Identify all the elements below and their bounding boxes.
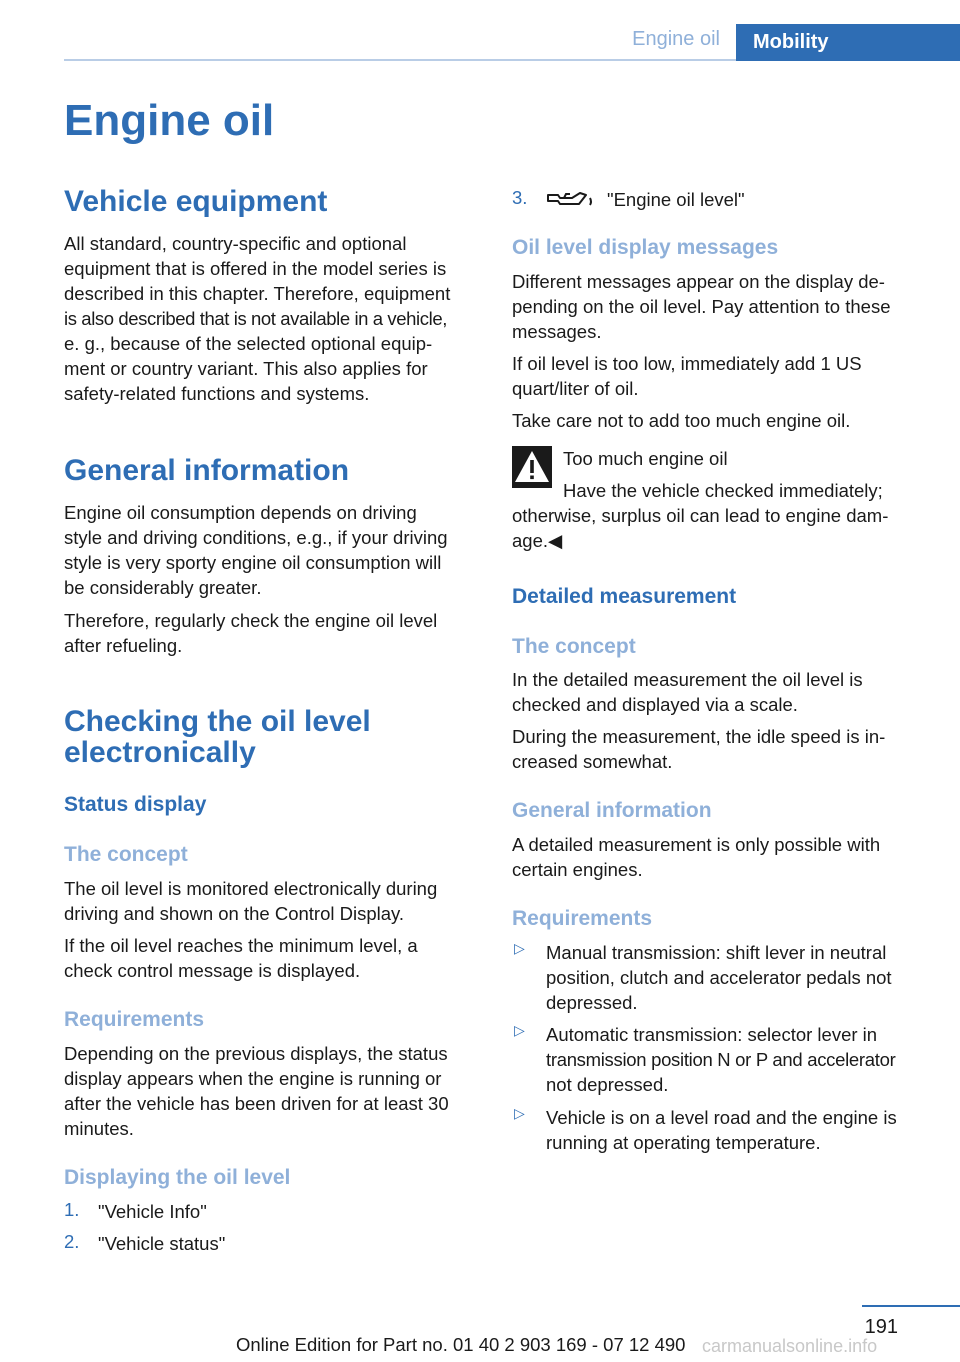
text-line: after the vehicle has been driven for at least 30 bbox=[64, 1093, 449, 1114]
warning-text-line: Have the vehicle checked immediately; bbox=[563, 480, 883, 501]
text-line: style is very sporty engine oil consumption will bbox=[64, 552, 442, 573]
footer-rule bbox=[862, 1305, 960, 1307]
heading-line: electronically bbox=[64, 736, 256, 769]
text-line: A detailed measurement is only possible with bbox=[512, 834, 881, 855]
general-information-text-1 bbox=[64, 500, 482, 600]
step-item bbox=[64, 1231, 482, 1256]
concept-text-2 bbox=[512, 724, 932, 774]
text-line: safety-related functions and systems. bbox=[64, 383, 370, 404]
text-line: If oil level is too low, immediately add 1 US bbox=[512, 353, 862, 374]
requirements-text bbox=[64, 1041, 482, 1141]
oil-level-messages-heading: Oil level display messages bbox=[512, 236, 779, 259]
text-line: messages. bbox=[512, 321, 602, 342]
text-line: If the oil level reaches the minimum level, a bbox=[64, 935, 418, 956]
text-line: display appears when the engine is running or bbox=[64, 1068, 442, 1089]
oil-can-icon bbox=[546, 189, 598, 214]
step-number: 2. bbox=[64, 1231, 80, 1252]
text-line: position, clutch and accelerator pedals not bbox=[546, 967, 892, 988]
general-information-text bbox=[512, 832, 932, 882]
concept-heading: The concept bbox=[64, 843, 188, 866]
text-line: check control message is displayed. bbox=[64, 960, 361, 981]
vehicle-equipment-heading: Vehicle equipment bbox=[64, 185, 328, 218]
text-line: Automatic transmission: selector lever in bbox=[546, 1024, 878, 1045]
text-line: e. g., because of the selected optional equip‐ bbox=[64, 333, 433, 354]
text-line: In the detailed measurement the oil level is bbox=[512, 669, 863, 690]
step-item bbox=[64, 1199, 482, 1224]
messages-text-1 bbox=[512, 269, 932, 344]
warning-triangle-icon bbox=[512, 446, 552, 493]
text-line: certain engines. bbox=[512, 859, 643, 880]
watermark: carmanualsonline.info bbox=[702, 1336, 878, 1356]
text-line: transmission position N or P and accelerator bbox=[546, 1049, 896, 1070]
general-information-heading: General information bbox=[512, 799, 712, 822]
step-text: "Vehicle Info" bbox=[98, 1201, 207, 1222]
text-line: Vehicle is on a level road and the engine is bbox=[546, 1107, 897, 1128]
page-number: 191 bbox=[864, 1316, 898, 1338]
text-line: Manual transmission: shift lever in neutral bbox=[546, 942, 887, 963]
list-item-text bbox=[546, 1022, 932, 1097]
list-item-text bbox=[546, 1105, 932, 1155]
text-line: creased somewhat. bbox=[512, 751, 673, 772]
requirements-heading: Requirements bbox=[64, 1008, 205, 1031]
text-line: style and driving conditions, e.g., if your driving bbox=[64, 527, 448, 548]
page-title: Engine oil bbox=[64, 96, 275, 145]
text-line: be considerably greater. bbox=[64, 577, 262, 598]
text-line: depressed. bbox=[546, 992, 638, 1013]
concept-text-2 bbox=[64, 933, 482, 983]
step-number: 3. bbox=[512, 187, 528, 208]
text-line: equipment that is offered in the model series is bbox=[64, 258, 447, 279]
text-line: is also described that is not available in a vehicle, bbox=[64, 308, 447, 329]
edition-text: Online Edition for Part no. 01 40 2 903 169 - 07 12 490 bbox=[236, 1334, 686, 1355]
text-line: All standard, country-specific and optional bbox=[64, 233, 407, 254]
list-item-text bbox=[546, 940, 932, 1015]
requirements-heading: Requirements bbox=[512, 907, 653, 930]
text-line: minutes. bbox=[64, 1118, 134, 1139]
messages-text-2 bbox=[512, 351, 932, 401]
vehicle-equipment-text bbox=[64, 231, 482, 406]
text-line: Engine oil consumption depends on driving bbox=[64, 502, 417, 523]
text-line: driving and shown on the Control Display. bbox=[64, 903, 405, 924]
warning-text-line: age.◀ bbox=[512, 530, 563, 551]
text-line: not depressed. bbox=[546, 1074, 669, 1095]
list-item bbox=[512, 1105, 932, 1155]
step-text: "Vehicle status" bbox=[98, 1233, 226, 1254]
warning-box bbox=[512, 446, 932, 556]
text-line: after refueling. bbox=[64, 635, 183, 656]
heading-line: Checking the oil level bbox=[64, 705, 371, 738]
detailed-measurement-heading: Detailed measurement bbox=[512, 585, 737, 608]
text-line: quart/liter of oil. bbox=[512, 378, 639, 399]
list-item bbox=[512, 1022, 932, 1097]
bullet-triangle-icon: ▷ bbox=[514, 940, 525, 956]
text-line: Different messages appear on the display de‐ bbox=[512, 271, 885, 292]
concept-heading: The concept bbox=[512, 635, 636, 658]
warning-title: Too much engine oil bbox=[563, 448, 728, 469]
step-item bbox=[512, 187, 932, 213]
text-line: During the measurement, the idle speed is in‐ bbox=[512, 726, 886, 747]
text-line: described in this chapter. Therefore, equipment bbox=[64, 283, 451, 304]
concept-text-1 bbox=[64, 876, 482, 926]
text-line: checked and displayed via a scale. bbox=[512, 694, 798, 715]
messages-text-3 bbox=[512, 408, 932, 433]
text-line: Take care not to add too much engine oil. bbox=[512, 410, 851, 431]
displaying-oil-level-heading: Displaying the oil level bbox=[64, 1166, 291, 1189]
text-line: running at operating temperature. bbox=[546, 1132, 821, 1153]
step-text: "Engine oil level" bbox=[607, 189, 745, 210]
status-display-heading: Status display bbox=[64, 793, 207, 816]
concept-text-1 bbox=[512, 667, 932, 717]
header-chapter-tab: Mobility bbox=[736, 24, 960, 61]
text-line: ment or country variant. This also applies for bbox=[64, 358, 428, 379]
header-section-label: Engine oil bbox=[632, 28, 720, 50]
text-line: Therefore, regularly check the engine oil level bbox=[64, 610, 438, 631]
text-line: pending on the oil level. Pay attention to these bbox=[512, 296, 891, 317]
general-information-heading: General information bbox=[64, 454, 350, 487]
text-line: The oil level is monitored electronically during bbox=[64, 878, 438, 899]
step-number: 1. bbox=[64, 1199, 80, 1220]
bullet-triangle-icon: ▷ bbox=[514, 1105, 525, 1121]
text-line: Depending on the previous displays, the status bbox=[64, 1043, 448, 1064]
list-item bbox=[512, 940, 932, 1015]
bullet-triangle-icon: ▷ bbox=[514, 1022, 525, 1038]
general-information-text-2 bbox=[64, 608, 482, 658]
warning-text-line: otherwise, surplus oil can lead to engine dam‐ bbox=[512, 505, 889, 526]
checking-oil-level-heading bbox=[64, 706, 482, 768]
